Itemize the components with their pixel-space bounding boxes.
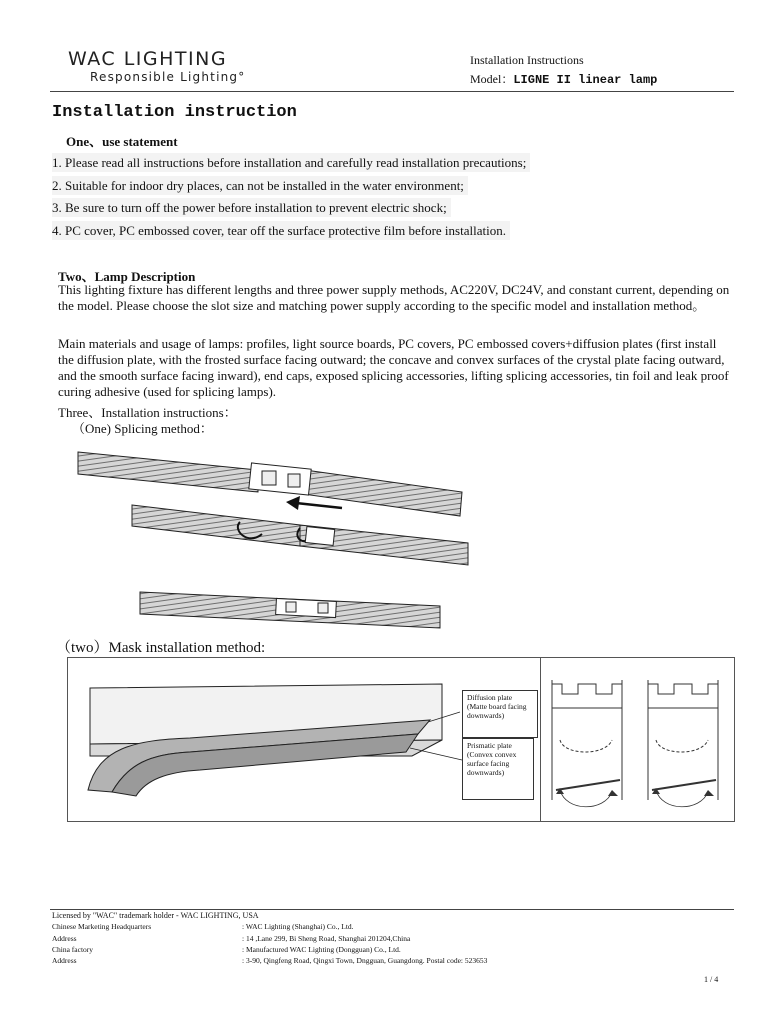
mask-heading: （two）Mask installation method: [56, 640, 266, 656]
section2-heading: Two、Lamp Description [58, 269, 196, 284]
section1-heading: One、use statement [66, 134, 178, 149]
doc-type: Installation Instructions [470, 53, 584, 67]
materials-paragraph: Main materials and usage of lamps: profiles, light source boards, PC covers, PC embossed covers+diffusion plates (first install the diffusion plate, with the frosted surface facing outward; the concave and convex surfaces of the crystal plate facing outward, and the smooth surface facing inward), end caps, exposed splicing accessories, lifting splicing accessories, tin foil and leak proof curing adhesive (used for splicing lamps). [58, 336, 729, 399]
cross-section-right [648, 680, 718, 807]
footer-value: : 14 ,Lane 299, Bi Sheng Road, Shanghai 201204,China [242, 934, 411, 943]
footer-label: Chinese Marketing Headquarters [52, 922, 152, 931]
cross-section-left [552, 680, 622, 807]
brand-tagline: Responsible Lighting° [90, 70, 246, 84]
list-item: 1. Please read all instructions before installation and carefully read installation precautions; [52, 153, 530, 172]
list-item: 4. PC cover, PC embossed cover, tear off the surface protective film before installation. [52, 221, 510, 240]
footer-value: : 3-90, Qingfeng Road, Qingxi Town, Dngguan, Guangdong. Postal code: 523653 [242, 956, 488, 965]
brand-logo: WAC LIGHTING [68, 48, 228, 70]
callout-diffusion-plate: Diffusion plate (Matte board facing downwards) [462, 690, 538, 738]
footer-value: : Manufactured WAC Lighting (Dongguan) Co., Ltd. [242, 945, 401, 954]
section3-heading: Three、Installation instructions： [58, 405, 237, 420]
footer-label: Address [52, 956, 77, 965]
page-title: Installation instruction [52, 103, 297, 122]
lamp-description-paragraph: This lighting fixture has different lengths and three power supply methods, AC220V, DC24V, and constant current, depending on the model. Please choose the slot size and matching power supply according to the specific model and installation method。 [58, 282, 730, 313]
footer-license: Licensed by "WAC" trademark holder - WAC LIGHTING, USA [52, 911, 259, 920]
list-item: 2. Suitable for indoor dry places, can not be installed in the water environment; [52, 176, 468, 195]
model-value: LIGNE II linear lamp [513, 73, 658, 87]
footer-rule [50, 909, 734, 910]
model-label: Model： [470, 72, 514, 86]
list-item: 3. Be sure to turn off the power before installation to prevent electric shock; [52, 198, 451, 217]
page-number: 1 / 4 [704, 975, 719, 984]
callout-prismatic-plate: Prismatic plate (Convex convex surface facing downwards) [462, 738, 534, 800]
footer-label: Address [52, 934, 77, 943]
footer-label: China factory [52, 945, 94, 954]
footer-value: : WAC Lighting (Shanghai) Co., Ltd. [242, 922, 354, 931]
splicing-heading: （One) Splicing method： [72, 421, 213, 436]
